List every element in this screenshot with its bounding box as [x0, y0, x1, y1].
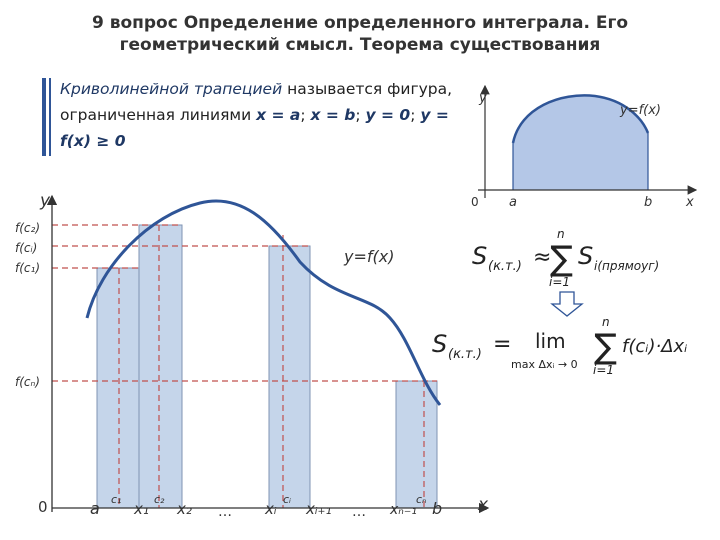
line-y-eq-f: y = f(x): [60, 106, 449, 150]
definition-separator: ;: [355, 106, 366, 124]
riemann-rect-2: [139, 225, 182, 508]
approx-sign: ≈: [533, 245, 552, 270]
limit-sum-bottom: i=1: [593, 363, 615, 377]
title-line-2: геометрический смысл. Теорема существования: [119, 35, 601, 55]
title-line-1: 9 вопрос Определение определенного интеграла. Его: [91, 13, 629, 33]
approx-lhs: S: [472, 242, 488, 270]
small-x-axis-label: x: [686, 195, 694, 210]
approx-lhs-sub: (к.т.): [488, 259, 522, 274]
y-label-f-cn: f(cₙ): [15, 375, 40, 389]
approx-rhs: S: [578, 242, 594, 270]
down-arrow-icon: [552, 292, 582, 316]
x-label-dots-2: …: [352, 504, 366, 520]
approx-sum-sign: ∑: [550, 239, 573, 279]
small-b-label: b: [644, 195, 653, 210]
small-y-axis-label: y: [479, 91, 487, 106]
riemann-rect-i: [269, 246, 310, 508]
x-label-b: b: [432, 499, 443, 518]
limit-lhs: S: [432, 330, 448, 358]
riemann-rect-n: [396, 381, 437, 508]
limit-sum-sign: ∑: [594, 327, 617, 367]
approx-sum-top: n: [557, 227, 565, 241]
line-x-eq-a: x = a: [256, 106, 301, 124]
y-label-f-c1: f(c₁): [15, 261, 40, 275]
approx-sum-bottom: i=1: [549, 275, 571, 289]
main-y-axis-label: y: [40, 191, 51, 211]
main-x-axis-label: x: [478, 495, 489, 515]
limit-lim: lim: [535, 329, 566, 353]
definition-body: называется фигура, ограниченная линиями: [60, 80, 453, 124]
main-graph: [15, 191, 489, 520]
limit-lim-sub: max Δxᵢ → 0: [511, 358, 578, 371]
small-origin-label: 0: [471, 195, 479, 209]
definition-term: Криволинейной трапецией: [60, 80, 283, 98]
definition-separator: ;: [300, 106, 311, 124]
small-curve-label: y=f(x): [620, 103, 661, 118]
limit-formula: [432, 315, 687, 377]
y-label-f-ci: f(cᵢ): [15, 241, 38, 255]
c-label-i: cᵢ: [283, 493, 292, 506]
nonnegative-condition: ≥ 0: [90, 132, 126, 150]
c-label-n: cₙ: [416, 493, 427, 506]
c-label-2: c₂: [154, 493, 165, 506]
main-origin-label: 0: [38, 498, 48, 516]
x-label-x1: x₁: [134, 500, 149, 518]
x-label-xi: xᵢ: [265, 500, 277, 518]
definition-separator: ;: [410, 106, 421, 124]
small-graph: [471, 86, 696, 210]
x-label-xn1: xₙ₋₁: [390, 502, 417, 518]
line-y-eq-0: y = 0: [365, 106, 411, 124]
line-x-eq-b: x = b: [310, 106, 356, 124]
limit-body: f(cᵢ)·Δxᵢ: [622, 336, 688, 357]
limit-eq: =: [493, 332, 512, 357]
main-curve-label: y=f(x): [344, 247, 395, 266]
approx-formula: [472, 227, 659, 289]
riemann-rect-1: [97, 268, 139, 508]
limit-lhs-sub: (к.т.): [448, 347, 482, 362]
x-label-xi1: xᵢ₊₁: [306, 500, 332, 518]
small-a-label: a: [509, 195, 517, 210]
y-label-f-c2: f(c₂): [15, 221, 40, 235]
x-label-dots-1: …: [218, 504, 232, 520]
limit-sum-top: n: [602, 315, 610, 329]
x-label-x2: x₂: [177, 500, 192, 518]
approx-rhs-sub: i(прямоуг): [594, 259, 660, 273]
x-label-a: a: [90, 499, 100, 518]
c-label-1: c₁: [111, 493, 122, 506]
